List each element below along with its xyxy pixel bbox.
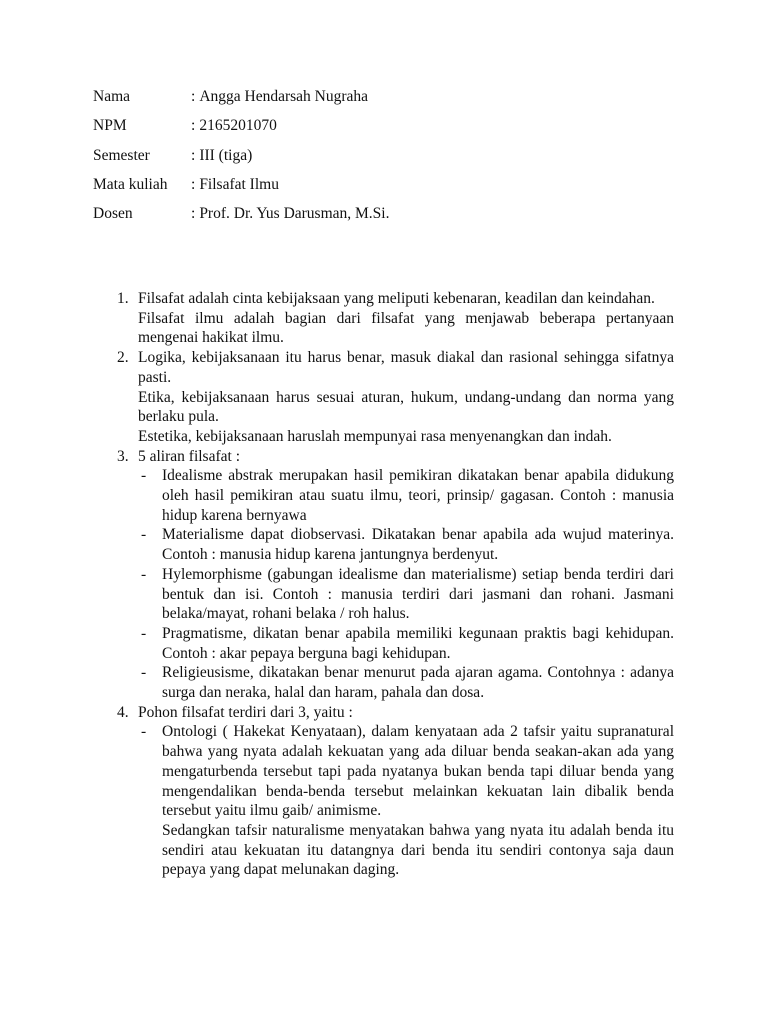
info-separator: : (191, 88, 196, 105)
list-item-3 (0, 447, 768, 703)
sub-item (0, 565, 768, 624)
item-paragraph: 5 aliran filsafat : (138, 447, 240, 465)
sub-paragraph: Ontologi ( Hakekat Kenyataan), dalam kenyataan ada 2 tafsir yaitu supranatural bahwa yang nyata adalah kekuatan yang ada diluar benda seakan-akan ada yang mengaturbenda tersebut tapi pada nyatanya bukan benda tapi diluar benda yang mengendalikan benda-benda tersebut melainkan kekuatan lain dibalik benda tersebut yaitu ilmu gaib/ animisme. (162, 723, 674, 820)
sub-item (0, 466, 768, 525)
list-number: 4. (117, 703, 129, 721)
info-value: Prof. Dr. Yus Darusman, M.Si. (199, 205, 390, 223)
list-item-2 (0, 348, 768, 447)
sub-paragraph: Religieusisme, dikatakan benar menurut pada ajaran agama. Contohnya : adanya surga dan neraka, halal dan haram, pahala dan dosa. (162, 664, 674, 702)
dash-bullet: - (141, 624, 147, 642)
item-paragraph: Filsafat adalah cinta kebijaksaan yang meliputi kebenaran, keadilan dan keindahan. (138, 290, 655, 307)
sub-paragraph: Sedangkan tafsir naturalisme menyatakan bahwa yang nyata itu adalah benda itu sendiri atau kekuatan itu datangnya dari benda itu sendiri contonya saja daun pepaya yang dapat melunakan daging. (162, 821, 674, 879)
info-value: 2165201070 (199, 117, 277, 135)
list-item-4 (0, 703, 768, 880)
dash-bullet: - (141, 467, 147, 485)
info-value: III (tiga) (199, 146, 253, 164)
info-label: Mata kuliah (93, 175, 168, 193)
dash-bullet: - (141, 664, 147, 682)
list-number: 1. (117, 290, 129, 307)
info-row-dosen (93, 203, 389, 232)
info-separator: : (191, 205, 196, 223)
info-separator: : (191, 175, 196, 193)
info-label: Semester (93, 146, 150, 164)
item-paragraph: Etika, kebijaksanaan harus sesuai aturan, hukum, undang-undang dan norma yang berlaku pula. (138, 388, 674, 426)
info-label: Nama (93, 88, 131, 105)
dash-bullet: - (141, 723, 147, 741)
sub-paragraph: Materialisme dapat diobservasi. Dikatakan benar apabila ada wujud materinya. Contoh : manusia hidup karena jantungnya berdenyut. (162, 526, 674, 564)
info-label: Dosen (93, 205, 133, 223)
item-paragraph: Estetika, kebijaksanaan haruslah mempunyai rasa menyenangkan dan indah. (138, 427, 612, 445)
info-label: NPM (93, 117, 127, 135)
info-separator: : (191, 146, 196, 164)
sub-paragraph: Hylemorphisme (gabungan idealisme dan materialisme) setiap benda terdiri dari bentuk dan isi. Contoh : manusia terdiri dari jasmani dan rohani. Jasmani belaka/mayat, rohani belaka / roh halus. (162, 565, 674, 623)
item-paragraph: Filsafat ilmu adalah bagian dari filsafat yang menjawab beberapa pertanyaan mengenai hakikat ilmu. (138, 309, 674, 347)
sub-item (0, 525, 768, 564)
info-value: Filsafat Ilmu (199, 175, 279, 193)
info-row-mata-kuliah (93, 174, 389, 203)
list-number: 2. (117, 349, 129, 367)
numbered-list (0, 289, 768, 880)
info-row-semester (93, 145, 389, 174)
item-paragraph: Logika, kebijaksanaan itu harus benar, masuk diakal dan rasional sehingga sifatnya pasti. (138, 349, 674, 386)
info-separator: : (191, 117, 196, 135)
sub-item (0, 663, 768, 702)
sub-item (0, 722, 768, 880)
dash-bullet: - (141, 565, 147, 583)
sub-paragraph: Idealisme abstrak merupakan hasil pemikiran dikatakan benar apabila didukung oleh hasil pemikiran atau suatu ilmu, teori, prinsip/ gagasan. Contoh : manusia hidup karena bernyawa (162, 467, 674, 524)
list-item-1 (0, 289, 768, 348)
list-number: 3. (117, 447, 129, 465)
info-row-nama (93, 86, 389, 115)
student-info (93, 86, 389, 232)
item-paragraph: Pohon filsafat terdiri dari 3, yaitu : (138, 703, 353, 721)
sub-paragraph: Pragmatisme, dikatan benar apabila memiliki kegunaan praktis bagi kehidupan. Contoh : akar pepaya berguna bagi kehidupan. (162, 624, 674, 662)
info-row-npm (93, 115, 389, 144)
info-value: Angga Hendarsah Nugraha (199, 88, 369, 105)
sub-item (0, 624, 768, 663)
dash-bullet: - (141, 526, 147, 544)
